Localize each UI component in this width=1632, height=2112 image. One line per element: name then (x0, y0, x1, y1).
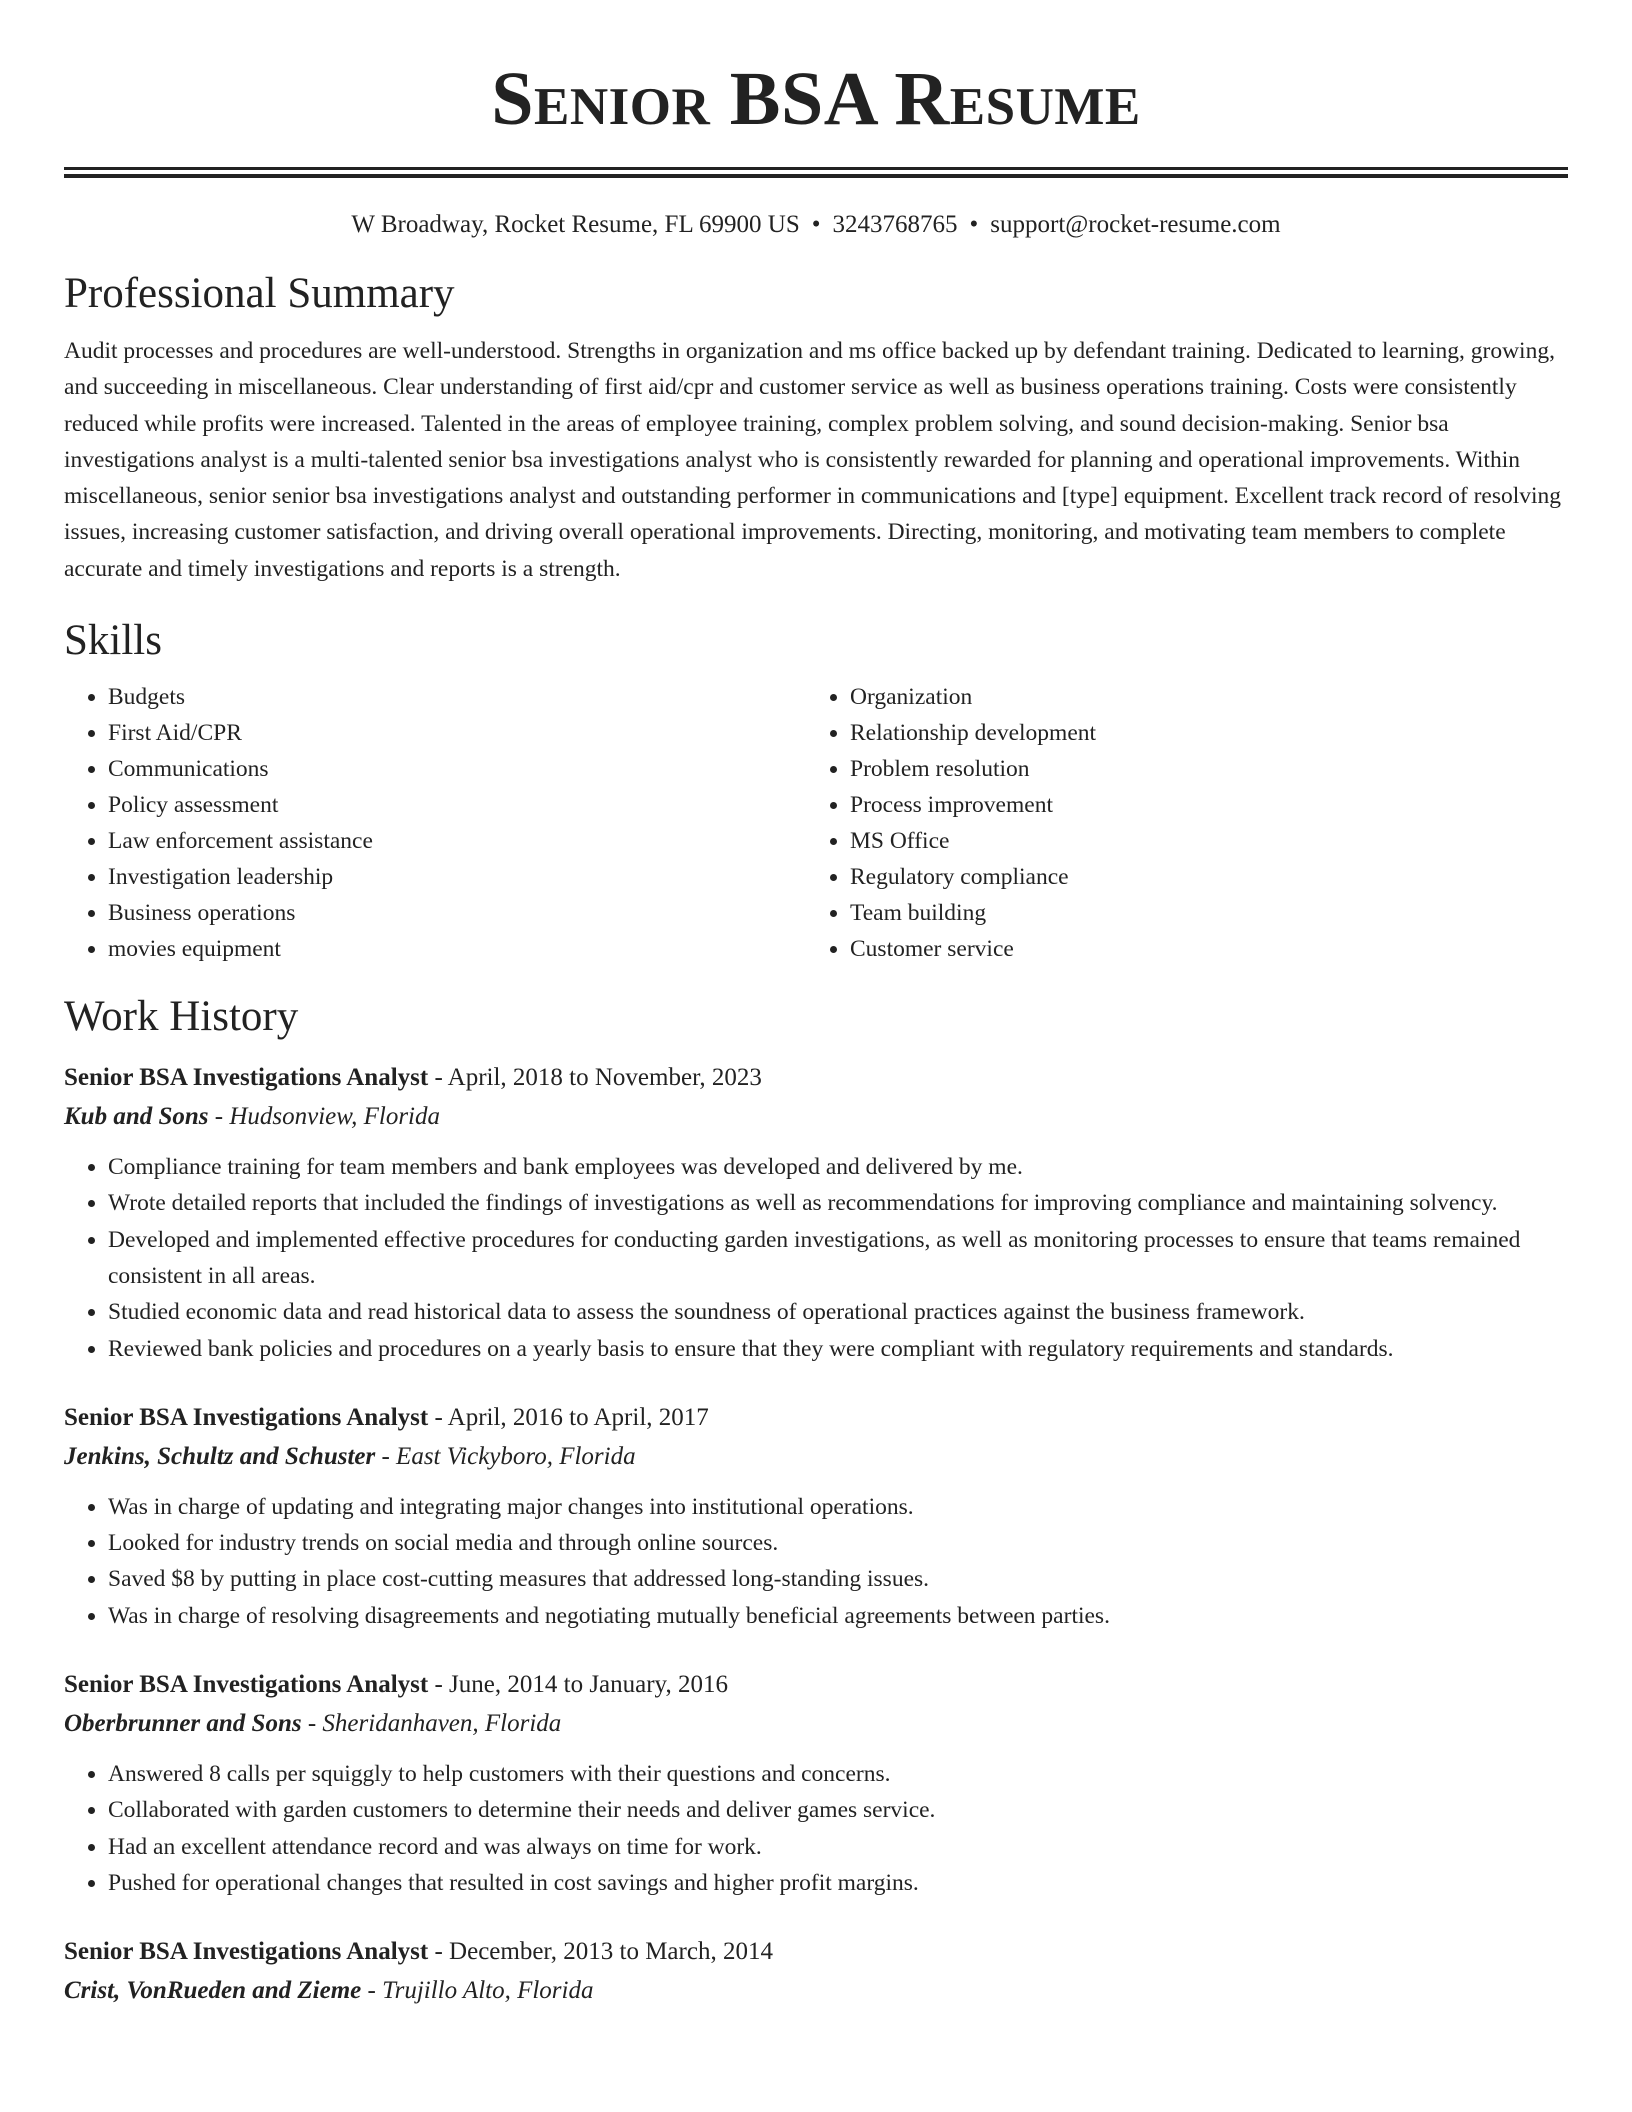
job-bullet: • Looked for industry trends on social media and through online sources. (108, 1525, 1568, 1561)
job-title: Senior BSA Investigations Analyst (64, 1671, 429, 1699)
job-dates: - April, 2016 to April, 2017 (428, 1403, 709, 1431)
company-name: Kub and Sons (64, 1103, 209, 1131)
job-title: Senior BSA Investigations Analyst (64, 1064, 429, 1092)
job-bullet: • Was in charge of updating and integrating major changes into institutional operations. (108, 1489, 1568, 1525)
job-title-line (64, 1059, 1568, 1097)
job-bullet: • Studied economic data and read historical data to assess the soundness of operational practices against the business framework. (108, 1294, 1568, 1330)
skill-item: • Communications (108, 751, 806, 787)
skill-item: • Customer service (850, 931, 1548, 967)
job-bullet: • Compliance training for team members and bank employees was developed and delivered by me. (108, 1149, 1568, 1185)
skill-item: • Problem resolution (850, 751, 1548, 787)
skill-item: • Budgets (108, 679, 806, 715)
job-bullets (64, 1756, 1568, 1901)
job-bullets (64, 1149, 1568, 1367)
job-bullet: • Reviewed bank policies and procedures on a yearly basis to ensure that they were compliant with regulatory requirements and standards. (108, 1331, 1568, 1367)
contact-separator: • (811, 211, 821, 238)
job-entry (64, 1059, 1568, 1367)
skill-item: • movies equipment (108, 931, 806, 967)
title-double-rule (64, 167, 1568, 178)
job-dates: - April, 2018 to November, 2023 (428, 1064, 762, 1092)
job-bullet: • Developed and implemented effective procedures for conducting garden investigations, as well as monitoring processes to ensure that teams remained consistent in all areas. (108, 1222, 1568, 1295)
company-location: - Hudsonview, Florida (208, 1103, 440, 1131)
job-entry (64, 1666, 1568, 1901)
job-entry (64, 1933, 1568, 2011)
skills-list-right (806, 679, 1548, 967)
resume-page (64, 0, 1568, 2011)
company-name: Jenkins, Schultz and Schuster (64, 1442, 376, 1470)
job-bullet: • Wrote detailed reports that included the findings of investigations as well as recommendations for improving compliance and maintaining solvency. (108, 1185, 1568, 1221)
company-line (64, 1437, 1568, 1477)
skill-item: • Organization (850, 679, 1548, 715)
job-title: Senior BSA Investigations Analyst (64, 1403, 429, 1431)
job-bullets (64, 1489, 1568, 1634)
job-dates: - December, 2013 to March, 2014 (428, 1938, 773, 1966)
skill-item: • Relationship development (850, 715, 1548, 751)
contact-line (64, 209, 1568, 241)
skill-item: • Law enforcement assistance (108, 823, 806, 859)
skill-item: • Investigation leadership (108, 859, 806, 895)
company-name: Oberbrunner and Sons (64, 1710, 302, 1738)
job-bullet: • Was in charge of resolving disagreements and negotiating mutually beneficial agreements between parties. (108, 1598, 1568, 1634)
skills-columns (64, 679, 1568, 967)
company-name: Crist, VonRueden and Zieme (64, 1977, 362, 2005)
summary-text: Audit processes and procedures are well-understood. Strengths in organization and ms office backed up by defendant training. Dedicated to learning, growing, and succeeding in miscellaneous. Clear understanding of first aid/cpr and customer service as well as business operations training. Costs were consistently reduced while profits were increased. Talented in the areas of employee training, complex problem solving, and sound decision-making. Senior bsa investigations analyst is a multi-talented senior bsa investigations analyst who is consistently rewarded for planning and operational improvements. Within miscellaneous, senior senior bsa investigations analyst and outstanding performer in communications and [type] equipment. Excellent track record of resolving issues, increasing customer satisfaction, and driving overall operational improvements. Directing, monitoring, and motivating team members to complete accurate and timely investigations and reports is a strength. (64, 338, 1562, 582)
skills-list-left (64, 679, 806, 967)
work-history-heading: Work History (64, 993, 299, 1041)
company-location: - Trujillo Alto, Florida (361, 1977, 594, 2005)
contact-phone: 3243768765 (832, 211, 958, 238)
company-location: - Sheridanhaven, Florida (301, 1710, 562, 1738)
contact-email: support@rocket-resume.com (990, 211, 1281, 238)
contact-address: W Broadway, Rocket Resume, FL 69900 US (351, 211, 800, 238)
skill-item: • First Aid/CPR (108, 715, 806, 751)
job-title-line (64, 1933, 1568, 1971)
job-bullet: • Answered 8 calls per squiggly to help customers with their questions and concerns. (108, 1756, 1568, 1792)
job-bullet: • Collaborated with garden customers to determine their needs and deliver games service. (108, 1792, 1568, 1828)
skill-item: • MS Office (850, 823, 1548, 859)
job-dates: - June, 2014 to January, 2016 (428, 1671, 728, 1699)
company-line (64, 1704, 1568, 1744)
job-title-line (64, 1399, 1568, 1437)
company-location: - East Vickyboro, Florida (375, 1442, 636, 1470)
job-entry (64, 1399, 1568, 1634)
skill-item: • Policy assessment (108, 787, 806, 823)
skill-item: • Business operations (108, 895, 806, 931)
summary-heading: Professional Summary (64, 270, 455, 317)
job-title: Senior BSA Investigations Analyst (64, 1938, 429, 1966)
skill-item: • Process improvement (850, 787, 1548, 823)
job-bullet: • Pushed for operational changes that resulted in cost savings and higher profit margins. (108, 1865, 1568, 1901)
skill-item: • Team building (850, 895, 1548, 931)
company-line (64, 1971, 1568, 2011)
job-bullet: • Had an excellent attendance record and was always on time for work. (108, 1829, 1568, 1865)
job-bullet: • Saved $8 by putting in place cost-cutting measures that addressed long-standing issues. (108, 1561, 1568, 1597)
skills-heading: Skills (64, 617, 162, 665)
company-line (64, 1097, 1568, 1137)
skill-item: • Regulatory compliance (850, 859, 1548, 895)
contact-separator: • (969, 211, 979, 238)
resume-title: Senior BSA Resume (491, 57, 1141, 141)
job-title-line (64, 1666, 1568, 1704)
